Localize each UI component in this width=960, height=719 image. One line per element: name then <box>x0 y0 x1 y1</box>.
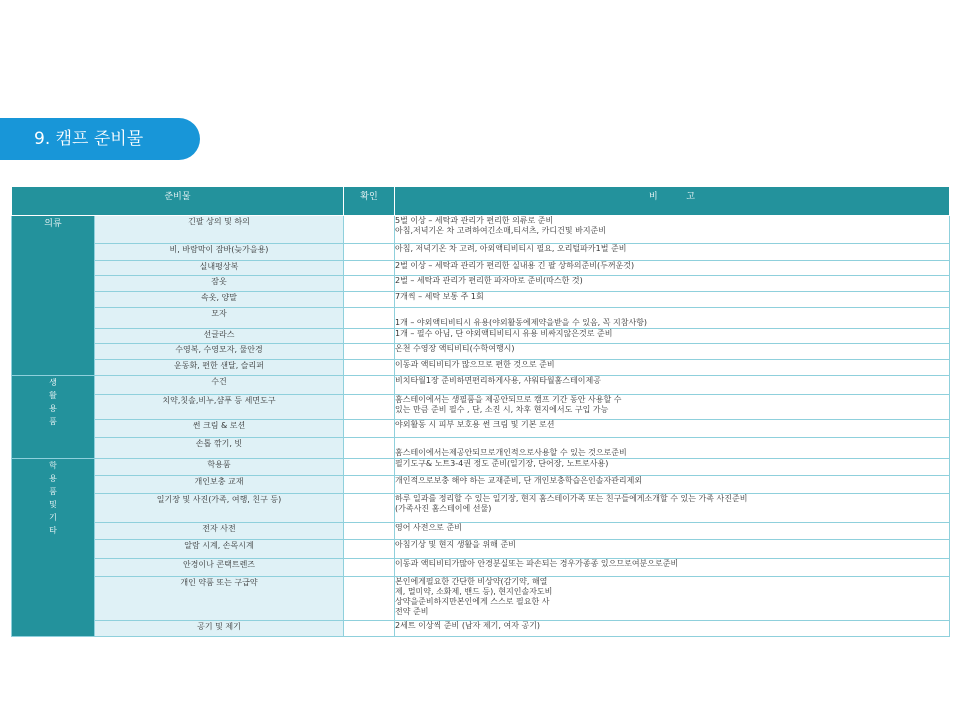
section-title: 9. 캠프 준비물 <box>0 118 200 160</box>
item-name: 썬 크림 & 로션 <box>95 420 344 438</box>
item-note: 5벌 이상 – 세탁과 관리가 편리한 의류로 준비 아침,저녁기온 차 고려하여긴소매,티셔츠, 카디건및 바지준비 <box>395 216 950 244</box>
item-note: 영어 사전으로 준비 <box>395 523 950 540</box>
check-cell[interactable] <box>344 420 395 438</box>
table-row <box>12 577 950 621</box>
item-name: 알람 시계, 손목시계 <box>95 540 344 559</box>
table-row <box>12 360 950 376</box>
category-label-text: 학 용 품 및 기 타 <box>49 461 57 535</box>
item-note: 본인에게필요한 간단한 비상약(감기약, 해열 제, 멀미약, 소화제, 밴드 등), 현지인솔자도비 상약을준비하지만본인에게 스스로 필요한 사 전약 준비 <box>395 577 950 621</box>
check-cell[interactable] <box>344 308 395 329</box>
item-name: 안경이나 콘택트렌즈 <box>95 559 344 577</box>
category-label <box>12 459 95 637</box>
item-note: 야외활동 시 피부 보호용 썬 크림 및 기본 로션 <box>395 420 950 438</box>
item-name: 일기장 및 사진(가족, 여행, 친구 등) <box>95 494 344 523</box>
item-name: 수영복, 수영모자, 물안경 <box>95 344 344 360</box>
table-row <box>12 276 950 292</box>
item-note: 1개 – 야외액티비티시 유용(야외활동에제약을받을 수 있음, 꼭 지참사항) <box>395 308 950 329</box>
table-row <box>12 216 950 244</box>
table-row <box>12 523 950 540</box>
table-row <box>12 494 950 523</box>
item-note: 이동과 액티비티가 많으므로 편한 것으로 준비 <box>395 360 950 376</box>
table-row <box>12 329 950 344</box>
item-note: 2세트 이상씩 준비 (남자 제기, 여자 공기) <box>395 621 950 637</box>
item-name: 개인보충 교재 <box>95 476 344 494</box>
item-name: 학용품 <box>95 459 344 476</box>
item-name: 선글라스 <box>95 329 344 344</box>
table-row <box>12 420 950 438</box>
item-name: 공기 및 제기 <box>95 621 344 637</box>
item-note: 1개 – 필수 아님, 단 야외액티비티시 유용 비싸지않은것로 준비 <box>395 329 950 344</box>
item-name: 개인 약품 또는 구급약 <box>95 577 344 621</box>
table-row <box>12 261 950 276</box>
item-name: 전자 사전 <box>95 523 344 540</box>
table-row <box>12 292 950 308</box>
table-row <box>12 476 950 494</box>
table-row <box>12 621 950 637</box>
table-row <box>12 308 950 329</box>
check-cell[interactable] <box>344 621 395 637</box>
category-label <box>12 216 95 376</box>
table-row <box>12 244 950 261</box>
table-row <box>12 459 950 476</box>
item-note: 홈스테이에서는제공안되므로개인적으로사용할 수 있는 것으로준비 <box>395 438 950 459</box>
check-cell[interactable] <box>344 494 395 523</box>
check-cell[interactable] <box>344 577 395 621</box>
item-name: 비, 바람막이 잠바(늦가을용) <box>95 244 344 261</box>
header-item: 준비물 <box>12 187 344 216</box>
item-name: 속옷, 양말 <box>95 292 344 308</box>
category-label-text: 의류 <box>44 219 62 229</box>
check-cell[interactable] <box>344 540 395 559</box>
item-note: 하루 일과를 정리할 수 있는 일기장, 현지 홈스테이가족 또는 친구들에게소개할 수 있는 가족 사진준비 (가족사진 홈스테이에 선물) <box>395 494 950 523</box>
category-label-text: 생 활 용 품 <box>49 378 57 426</box>
check-cell[interactable] <box>344 276 395 292</box>
item-note: 이동과 액티비티가많아 안경분실또는 파손되는 경우가종종 있으므로여분으로준비 <box>395 559 950 577</box>
item-note: 비치타월1장 준비하면편리하게사용, 샤워타월홈스테이제공 <box>395 376 950 395</box>
check-cell[interactable] <box>344 261 395 276</box>
item-name: 치약,칫솔,비누,샴푸 등 세면도구 <box>95 395 344 420</box>
category-label <box>12 376 95 459</box>
check-cell[interactable] <box>344 344 395 360</box>
table-row <box>12 344 950 360</box>
check-cell[interactable] <box>344 244 395 261</box>
check-cell[interactable] <box>344 360 395 376</box>
item-name: 잠옷 <box>95 276 344 292</box>
check-cell[interactable] <box>344 438 395 459</box>
table-row <box>12 559 950 577</box>
item-note: 2벌 이상 – 세탁과 관리가 편리한 실내용 긴 팔 상하의준비(두꺼운것) <box>395 261 950 276</box>
check-cell[interactable] <box>344 476 395 494</box>
table-row <box>12 395 950 420</box>
check-cell[interactable] <box>344 329 395 344</box>
table-row <box>12 376 950 395</box>
item-name: 손톱 깎기, 빗 <box>95 438 344 459</box>
check-cell[interactable] <box>344 216 395 244</box>
item-name: 긴팔 상의 및 하의 <box>95 216 344 244</box>
table-row <box>12 540 950 559</box>
check-cell[interactable] <box>344 559 395 577</box>
item-name: 운동화, 편한 샌달, 슬리퍼 <box>95 360 344 376</box>
check-cell[interactable] <box>344 395 395 420</box>
item-name: 모자 <box>95 308 344 329</box>
check-cell[interactable] <box>344 459 395 476</box>
item-note: 7개씩 – 세탁 보통 주 1회 <box>395 292 950 308</box>
item-note: 온천 수영장 액티비티(수학여행시) <box>395 344 950 360</box>
item-note: 홈스테이에서는 생필품을 제공안되므로 캠프 기간 동안 사용할 수 있는 만큼 준비 필수 , 단, 소진 시, 차후 현지에서도 구입 가능 <box>395 395 950 420</box>
item-note: 필기도구& 노트3-4권 정도 준비(일기장, 단어장, 노트로사용) <box>395 459 950 476</box>
check-cell[interactable] <box>344 376 395 395</box>
item-name: 수건 <box>95 376 344 395</box>
item-name: 실내평상복 <box>95 261 344 276</box>
header-check: 확인 <box>344 187 395 216</box>
item-note: 개인적으로보충 해야 하는 교재준비, 단 개인보충학습은인솔자관리제외 <box>395 476 950 494</box>
camp-supplies-table <box>11 186 950 637</box>
item-note: 아침기상 및 현지 생활을 위해 준비 <box>395 540 950 559</box>
check-cell[interactable] <box>344 523 395 540</box>
item-note: 2벌 – 세탁과 관리가 편리한 파자마로 준비(따스한 것) <box>395 276 950 292</box>
table-row <box>12 438 950 459</box>
item-note: 아침, 저녁기온 차 고려, 아외액티비티시 필요, 오리털파카1벌 준비 <box>395 244 950 261</box>
table-header-row <box>12 187 950 216</box>
header-note: 비 고 <box>395 187 950 216</box>
check-cell[interactable] <box>344 292 395 308</box>
